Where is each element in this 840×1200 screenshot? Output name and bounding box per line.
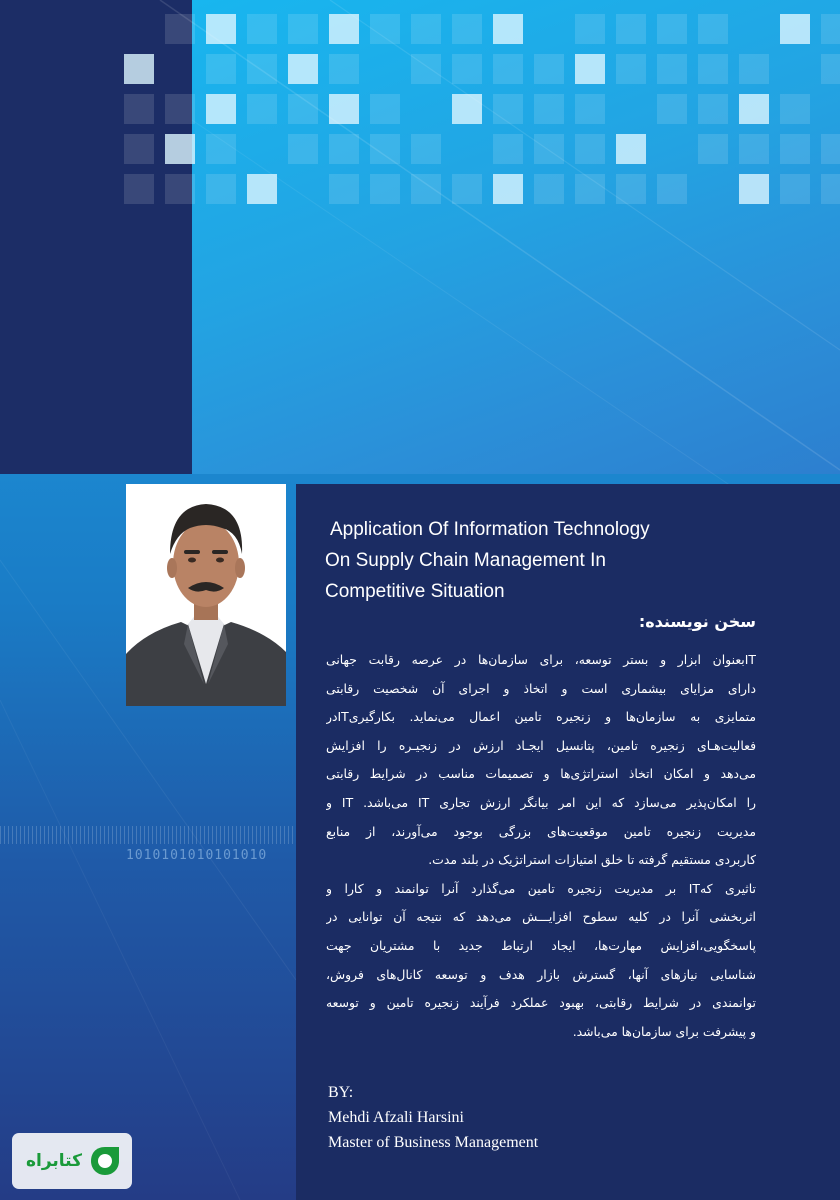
author-note-line: متمایزی به سازمان‌ها و زنجیره تامین اعمال می‌نماید. بکارگیریITدر <box>326 709 756 725</box>
author-note-line: مدیریت زنجیره تامین موقعیت‌های بزرگی بوجود می‌آورند، از منابع <box>326 823 756 839</box>
author-note-line: توانمندی در شرایط رقابتی، بهبود عملکرد فرآیند زنجیره تامین و توسعه <box>326 995 756 1011</box>
author-note-heading: سخن نویسنده: <box>638 612 756 631</box>
book-title-english <box>325 514 805 607</box>
author-note-line: کاربردی مستقیم گرفته تا خلق امتیازات استراتژیک در بلند مدت. <box>428 852 756 868</box>
credit-name: Mehdi Afzali Harsini <box>328 1109 464 1126</box>
author-note-line: ITبعنوان ابزار و بستر توسعه، برای سازمان‌ها در عرصه رقابت جهانی <box>326 652 756 667</box>
title-line: Application Of Information Technology <box>330 519 650 540</box>
author-credit <box>328 1080 538 1155</box>
author-note-line: پاسخگویی،افزایش مهارت‌ها، ایجاد ارتباط جدید با مشتریان جهت <box>326 937 756 953</box>
author-note-line: فعالیت‌هـای زنجیره تامین، پتانسیل ایجـاد ارزش در زنجیـره را افزایش <box>326 737 756 753</box>
author-note-line: دارای مزایای بیشماری است و اتخاذ و اجرای آن شخصیت رقابتی <box>326 680 756 696</box>
ketabrah-logo-icon <box>88 1144 122 1178</box>
author-portrait-image <box>126 484 286 706</box>
author-note-body <box>326 646 756 1046</box>
author-note-line: و پیشرفت برای سازمان‌ها می‌باشد. <box>572 1023 756 1039</box>
author-photo <box>126 484 286 706</box>
title-line: Competitive Situation <box>325 581 505 602</box>
author-note-line: می‌دهد و امکان اتخاذ استراتژی‌ها و تصمیمات مناسب در شرایط رقابتی <box>326 766 756 782</box>
author-note-line: اثربخشی آنرا در کلیه سطوح افزایـــش می‌دهد که نتیجه آن توانایی در <box>326 909 756 925</box>
author-note-line: شناسایی نیازهای آنها، گسترش بازار هدف و توسعه کانال‌های فروش، <box>326 966 756 982</box>
title-line: On Supply Chain Management In <box>325 550 606 571</box>
author-note-line: تاثیری کهIT بر مدیریت زنجیره تامین می‌گذارد آنرا توانمند و کارا و <box>326 880 756 896</box>
barcode-stripe-decoration <box>0 826 296 844</box>
ketabrah-logo[interactable] <box>12 1133 132 1189</box>
author-note-line: را امکان‌پذیر می‌سازد که این امر بیانگر ارزش تجاری IT می‌باشد. IT و <box>326 794 756 810</box>
logo-text: کتابراه <box>25 1151 82 1171</box>
credit-degree: Master of Business Management <box>328 1134 539 1151</box>
credit-by: BY: <box>328 1084 354 1101</box>
binary-digits-decoration: 1010101010101010 <box>126 848 268 863</box>
